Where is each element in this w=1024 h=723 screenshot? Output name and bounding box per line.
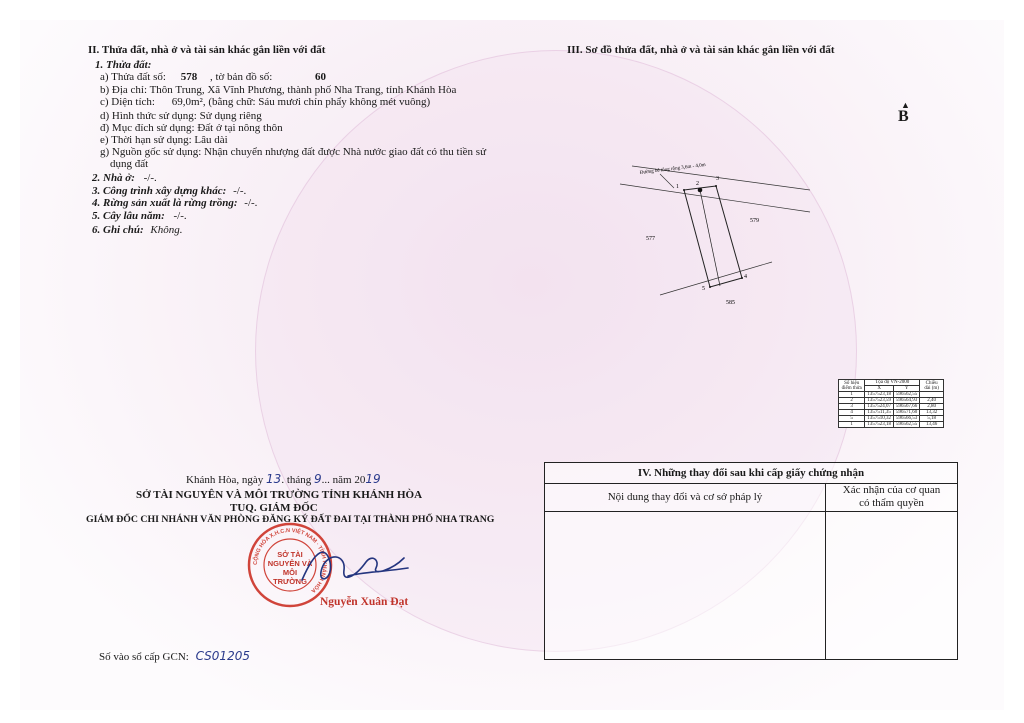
neighbor-right-label: 579 [750,218,759,224]
north-arrow-icon: ▲ [901,100,910,110]
origin-line: g) Nguồn gốc sử dụng: Nhận chuyển nhượng đất được Nhà nước giao đất có thu tiền sử [100,146,487,158]
forest-value: -/-. [244,197,258,209]
changes-column-divider [825,511,826,659]
point-5-label: 5 [702,286,705,292]
coord-header-x: X [865,386,894,392]
gcn-number: CS01205 [195,649,250,663]
point-1-label: 1 [676,184,679,190]
parcel-edge-south [710,278,742,287]
perennial-label: 5. Cây lâu năm: [92,210,165,222]
stamp-center-text: SỞ TÀI NGUYÊN VÀ MÔI TRƯỜNG [267,550,313,586]
point-3-label: 3 [716,176,719,182]
point-4-label: 4 [744,274,747,280]
house-line [92,172,157,184]
gcn-label: Số vào sổ cấp GCN: [99,651,189,663]
road-marker [660,174,674,188]
item1-label: 1. Thửa đất: [95,59,152,71]
confirm-label-line2: có thẩm quyền [859,497,924,509]
changes-table [544,462,958,660]
point-5-marker [709,286,711,288]
coord-header-y: Y [894,386,920,392]
signer-name: Nguyễn Xuân Đạt [320,596,409,608]
map-number: 60 [315,71,327,83]
parcel-prefix: a) Thửa đất số: [100,71,166,83]
date-month: 9 [314,472,322,486]
coord-header-point: Số hiệu điểm thửa [839,380,865,392]
forest-label: 4. Rừng sản xuất là rừng trồng: [92,197,238,209]
area-label: c) Diện tích: [100,96,155,108]
authorization-line: TUQ. GIÁM ĐỐC [230,502,318,514]
north-arrow [898,100,910,126]
changes-col-content [545,483,826,512]
note-value: Không. [150,224,183,236]
coord-header-length: Chiều dài (m) [920,380,944,392]
point-2-marker [698,188,703,193]
changes-col-confirm-label [826,483,957,510]
section3-title: III. Sơ đồ thửa đất, nhà ở và tài sản khác gắn liền với đất [567,44,835,56]
usage-term-line: e) Thời hạn sử dụng: Lâu dài [100,134,228,146]
month-prefix: . tháng [281,474,312,486]
point-4-marker [741,277,743,279]
department-name: SỞ TÀI NGUYÊN VÀ MÔI TRƯỜNG TỈNH KHÁNH HÒA [136,489,423,501]
year-prefix: ... năm 20 [321,474,366,486]
area-line [100,96,430,108]
date-year: 19 [365,472,381,486]
note-label: 6. Ghi chú: [92,224,144,236]
table-row: 1 1357523,18 596562,55 13,46 [839,422,944,428]
date-prefix: Khánh Hòa, ngày [186,474,264,486]
neighbor-left-label: 577 [646,236,655,242]
north-label: B [898,108,909,125]
house-value: -/-. [143,172,157,184]
changes-col-content-label: Nội dung thay đổi và cơ sở pháp lý [607,491,763,503]
road-boundary-bottom [620,184,810,212]
road-label: Đường bê tông rộng 3,6m - 4,0m [639,162,706,176]
parcel-diagram [600,150,820,320]
parcel-line [100,71,326,83]
table-row: 4 1357511,35 596571,60 13,32 [839,410,944,416]
handwritten-signature [296,540,416,596]
perennial-value: -/-. [173,210,187,222]
area-value: 69,0m², (bằng chữ: Sáu mươi chín phẩy không mét vuông) [171,96,431,108]
table-row: 1 1357523,18 596562,55 [839,392,944,398]
construction-line [92,185,246,197]
parcel-number: 578 [180,71,198,83]
changes-title-cell [545,463,957,484]
house-label: 2. Nhà ở: [92,172,135,184]
usage-form-line: d) Hình thức sử dụng: Sử dụng riêng [100,110,262,122]
table-row: 5 1357510,32 596566,53 5,18 [839,416,944,422]
changes-col-confirm [826,483,957,512]
table-row: 2 1357523,59 596564,93 2,40 [839,398,944,404]
point-3-marker [715,185,717,187]
table-row: 3 1357524,07 596567,66 2,80 [839,404,944,410]
origin-line-2: dụng đất [110,158,149,170]
section2-title: II. Thửa đất, nhà ở và tài sản khác gắn liền với đất [88,44,326,56]
parcel-edge-west [684,190,710,287]
coordinate-table [838,379,944,428]
date-day: 13 [266,472,282,486]
construction-value: -/-. [233,185,247,197]
construction-label: 3. Công trình xây dựng khác: [92,185,227,197]
map-prefix: , tờ bản đồ số: [209,71,273,83]
perennial-line [92,210,187,222]
coord-header-system: Tọa độ VN-2000 [865,380,920,386]
address-line: b) Địa chỉ: Thôn Trung, Xã Vĩnh Phương, thành phố Nha Trang, tỉnh Khánh Hòa [100,84,457,96]
note-line [92,224,183,236]
confirm-label-line1: Xác nhận của cơ quan [842,484,941,496]
parcel-edge-mid [700,190,720,286]
neighbor-bottom-label: 585 [726,300,735,306]
gcn-register [99,650,250,663]
point-2-label: 2 [696,181,699,187]
usage-purpose-line: đ) Mục đích sử dụng: Đất ở tại nông thôn [100,122,283,134]
stamp-ring-text: CỘNG HÒA X.H.C.N VIỆT NAM · TỈNH KHÁNH HÒA [252,527,328,594]
point-1-marker [683,189,685,191]
section4-title: IV. Những thay đổi sau khi cấp giấy chứng nhận [637,467,865,479]
director-title: GIÁM ĐỐC CHI NHÁNH VĂN PHÒNG ĐĂNG KÝ ĐẤT ĐAI TẠI THÀNH PHỐ NHA TRANG [86,514,495,525]
forest-line [92,197,257,209]
issue-date [186,473,381,486]
